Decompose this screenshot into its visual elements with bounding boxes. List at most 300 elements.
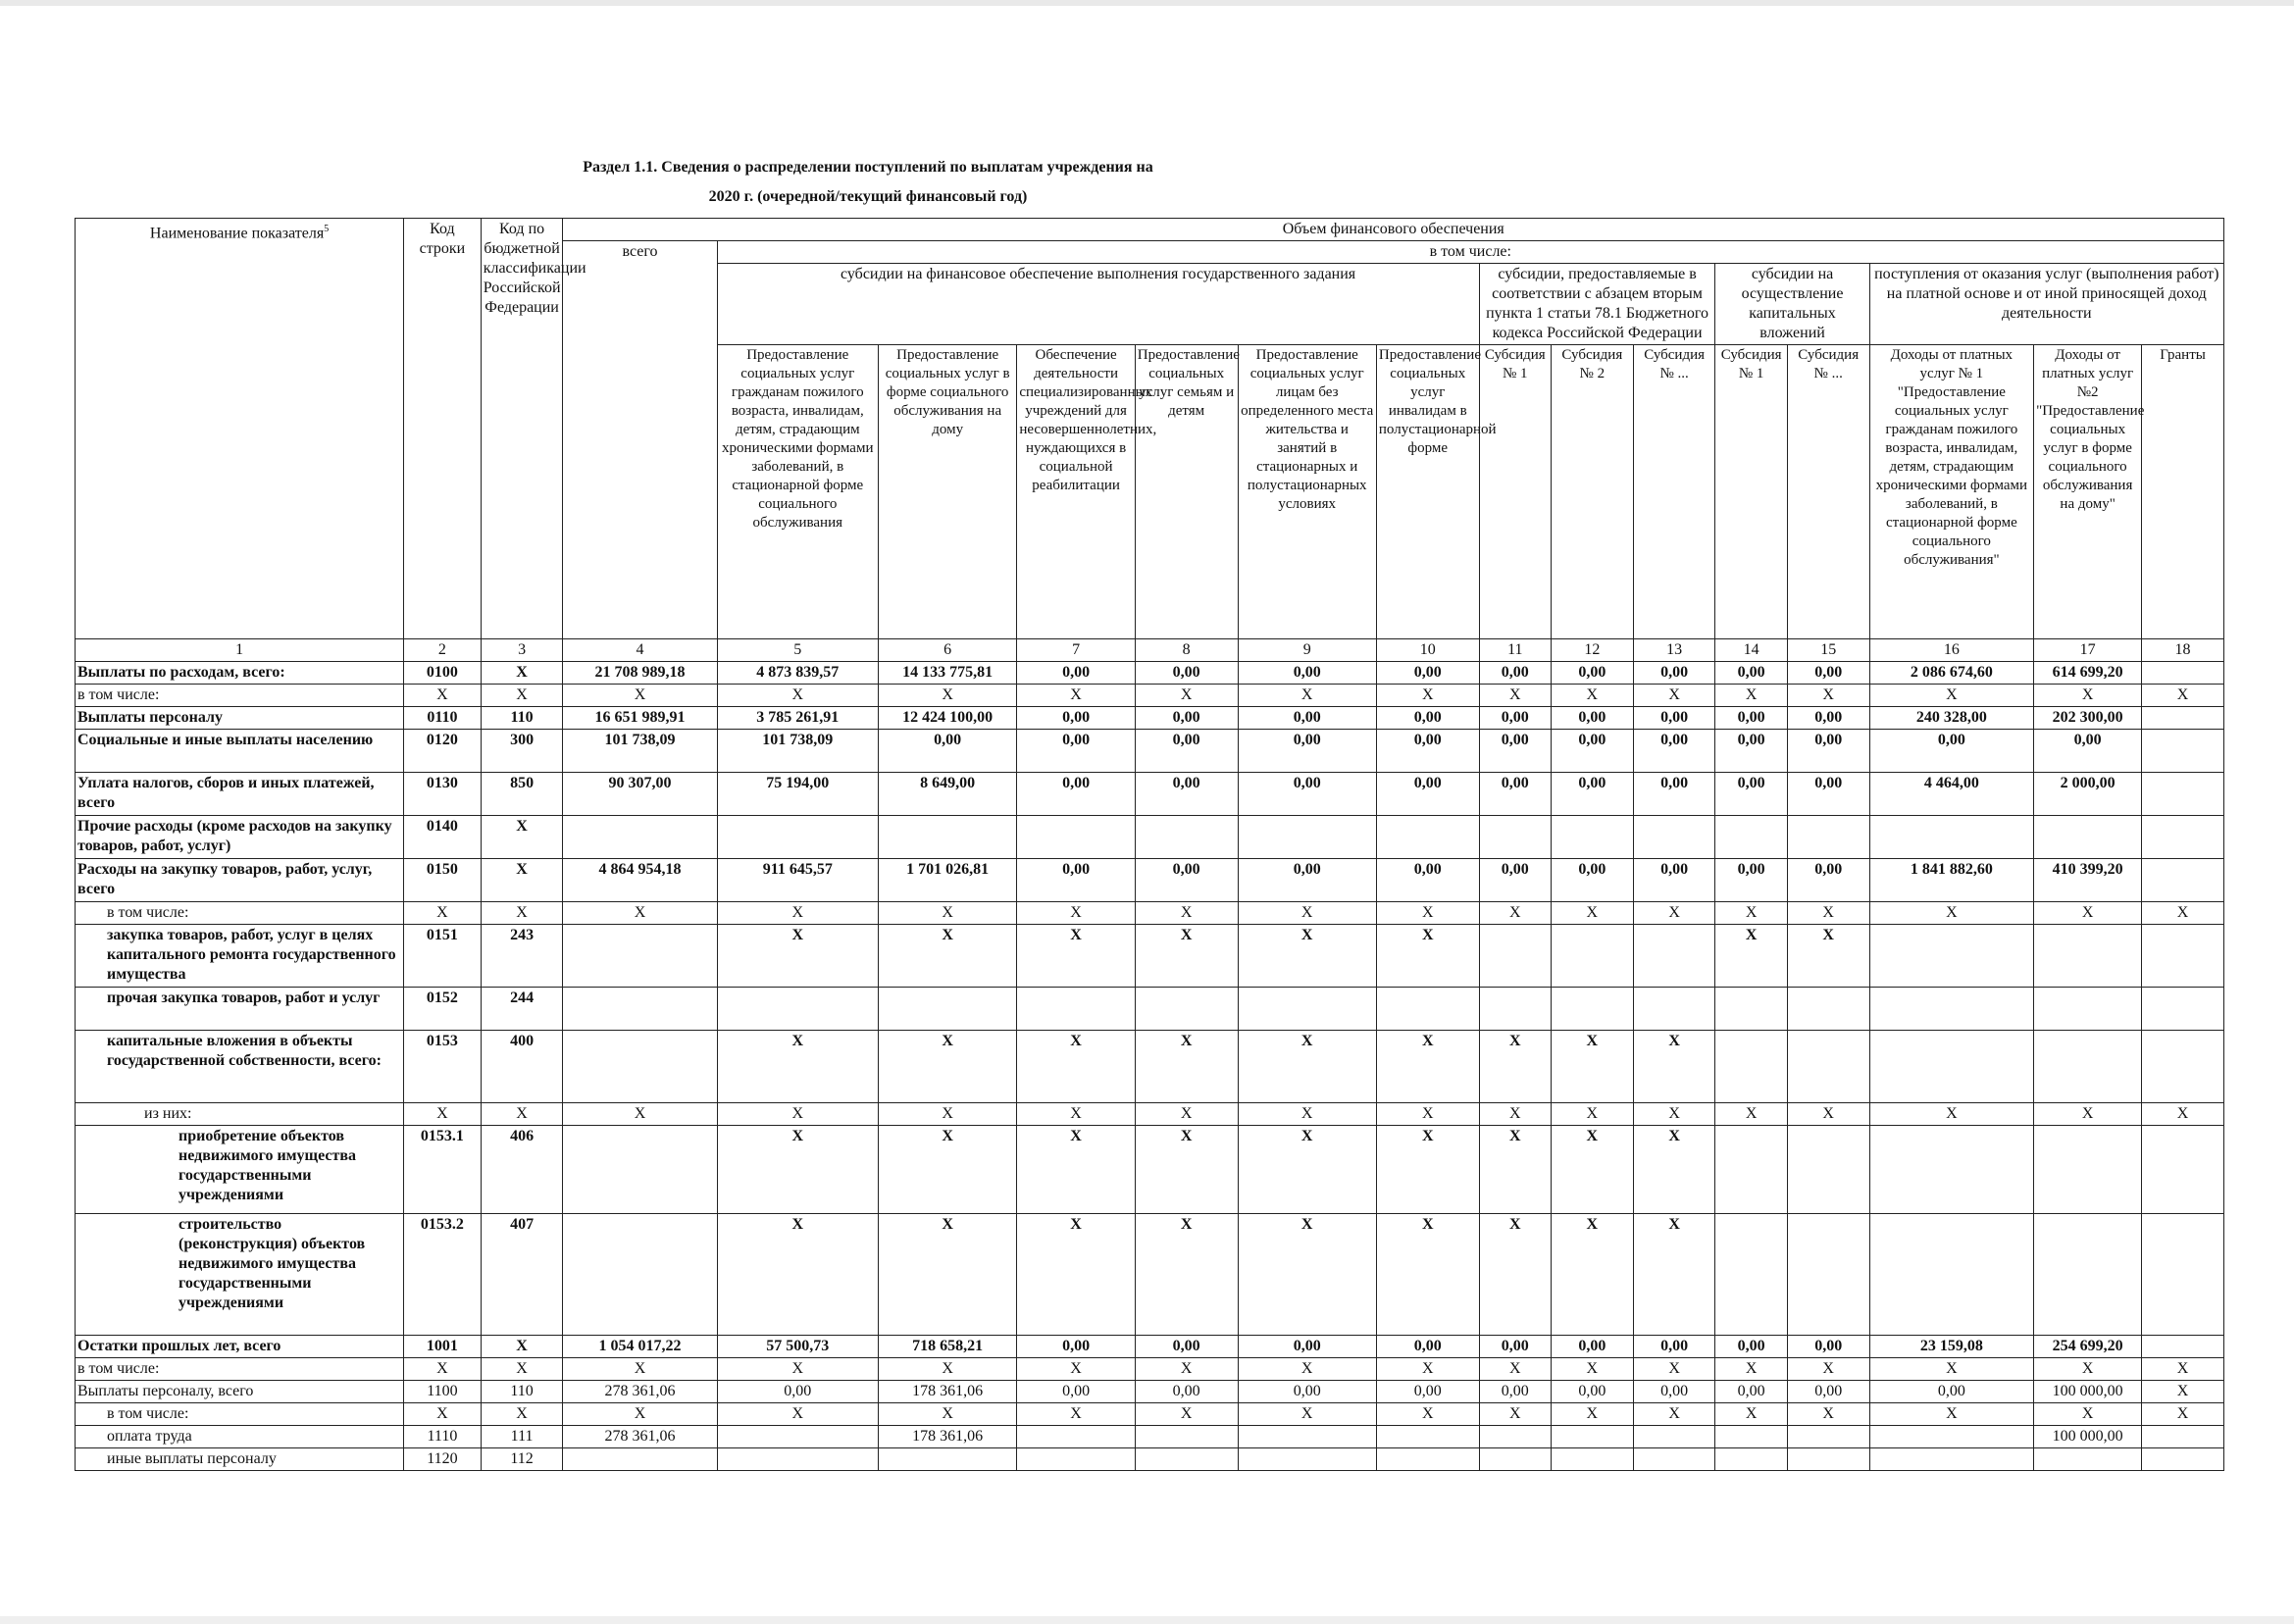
header-row-code: Код строки bbox=[404, 219, 482, 639]
value-cell: 100 000,00 bbox=[2034, 1426, 2142, 1448]
value-cell: 178 361,06 bbox=[878, 1426, 1016, 1448]
value-cell: X bbox=[1376, 1358, 1479, 1381]
row-label: прочая закупка товаров, работ и услуг bbox=[76, 988, 404, 1031]
value-cell bbox=[1479, 816, 1551, 859]
value-cell: 0,00 bbox=[1633, 773, 1715, 816]
value-cell: X bbox=[1238, 1031, 1376, 1103]
document-title bbox=[0, 153, 2294, 212]
value-cell: 57 500,73 bbox=[717, 1336, 878, 1358]
scan-edge-bottom bbox=[0, 1616, 2294, 1624]
value-cell: X bbox=[1551, 1214, 1633, 1336]
column-number: 11 bbox=[1479, 639, 1551, 662]
value-cell: 16 651 989,91 bbox=[563, 707, 717, 730]
value-cell: X bbox=[717, 1358, 878, 1381]
value-cell: 90 307,00 bbox=[563, 773, 717, 816]
value-cell: X bbox=[2034, 1103, 2142, 1126]
value-cell bbox=[1787, 1031, 1869, 1103]
value-cell: 0,00 bbox=[1551, 773, 1633, 816]
table-row bbox=[76, 730, 2224, 773]
value-cell: 100 000,00 bbox=[2034, 1381, 2142, 1403]
value-cell: X bbox=[1715, 1358, 1787, 1381]
row-code-cell: X bbox=[404, 902, 482, 925]
value-cell: 1 701 026,81 bbox=[878, 859, 1016, 902]
value-cell: 4 864 954,18 bbox=[563, 859, 717, 902]
value-cell bbox=[2034, 1214, 2142, 1336]
value-cell: X bbox=[878, 685, 1016, 707]
value-cell: X bbox=[1633, 1214, 1715, 1336]
value-cell: X bbox=[1715, 925, 1787, 988]
value-cell: 0,00 bbox=[1135, 730, 1238, 773]
value-cell bbox=[717, 1448, 878, 1471]
value-cell bbox=[1238, 1426, 1376, 1448]
value-cell: 0,00 bbox=[1017, 1381, 1135, 1403]
value-cell: X bbox=[1376, 1403, 1479, 1426]
table-row bbox=[76, 685, 2224, 707]
table-row bbox=[76, 1448, 2224, 1471]
value-cell: X bbox=[1017, 925, 1135, 988]
value-cell: X bbox=[2142, 1358, 2224, 1381]
budget-code-cell: 243 bbox=[481, 925, 563, 988]
title-line-1: Раздел 1.1. Сведения о распределении поступлений по выплатам учреждения на bbox=[583, 159, 1153, 176]
value-cell: X bbox=[1238, 1358, 1376, 1381]
value-cell bbox=[1633, 988, 1715, 1031]
value-cell: 0,00 bbox=[1376, 1381, 1479, 1403]
row-code-cell: 0152 bbox=[404, 988, 482, 1031]
budget-code-cell: X bbox=[481, 1403, 563, 1426]
value-cell: 410 399,20 bbox=[2034, 859, 2142, 902]
value-cell: X bbox=[1135, 1358, 1238, 1381]
value-cell: X bbox=[1376, 685, 1479, 707]
value-cell: 0,00 bbox=[1017, 773, 1135, 816]
header-group-capital: субсидии на осуществление капитальных вложений bbox=[1715, 264, 1869, 345]
value-cell: 4 873 839,57 bbox=[717, 662, 878, 685]
value-cell bbox=[2142, 1426, 2224, 1448]
value-cell bbox=[1551, 988, 1633, 1031]
value-cell: 12 424 100,00 bbox=[878, 707, 1016, 730]
value-cell: X bbox=[2142, 685, 2224, 707]
value-cell bbox=[2142, 816, 2224, 859]
value-cell bbox=[1135, 816, 1238, 859]
value-cell: 0,00 bbox=[1715, 859, 1787, 902]
value-cell: X bbox=[1376, 925, 1479, 988]
column-number: 7 bbox=[1017, 639, 1135, 662]
value-cell: 0,00 bbox=[1787, 1336, 1869, 1358]
value-cell: X bbox=[2142, 902, 2224, 925]
value-cell: 0,00 bbox=[1238, 1336, 1376, 1358]
value-cell bbox=[2142, 859, 2224, 902]
value-cell: X bbox=[1633, 1126, 1715, 1214]
column-number: 16 bbox=[1869, 639, 2034, 662]
value-cell: X bbox=[1017, 1103, 1135, 1126]
value-cell: 0,00 bbox=[1376, 773, 1479, 816]
column-number: 3 bbox=[481, 639, 563, 662]
header-total: всего bbox=[563, 241, 717, 639]
value-cell bbox=[1715, 1031, 1787, 1103]
value-cell bbox=[1787, 1126, 1869, 1214]
row-code-cell: 0120 bbox=[404, 730, 482, 773]
value-cell: 2 086 674,60 bbox=[1869, 662, 2034, 685]
value-cell: X bbox=[1135, 902, 1238, 925]
value-cell: 23 159,08 bbox=[1869, 1336, 2034, 1358]
value-cell bbox=[2142, 1336, 2224, 1358]
value-cell bbox=[2142, 1126, 2224, 1214]
value-cell: 0,00 bbox=[1633, 1336, 1715, 1358]
row-label: иные выплаты персоналу bbox=[76, 1448, 404, 1471]
table-row bbox=[76, 707, 2224, 730]
value-cell: X bbox=[1551, 1126, 1633, 1214]
value-cell bbox=[1135, 988, 1238, 1031]
value-cell bbox=[563, 1214, 717, 1336]
row-label: Расходы на закупку товаров, работ, услуг, всего bbox=[76, 859, 404, 902]
value-cell bbox=[1715, 1214, 1787, 1336]
value-cell: 202 300,00 bbox=[2034, 707, 2142, 730]
value-cell: 101 738,09 bbox=[717, 730, 878, 773]
value-cell: 2 000,00 bbox=[2034, 773, 2142, 816]
budget-code-cell: X bbox=[481, 902, 563, 925]
row-code-cell: 1120 bbox=[404, 1448, 482, 1471]
value-cell: X bbox=[1715, 1103, 1787, 1126]
value-cell: 0,00 bbox=[1135, 859, 1238, 902]
table-row bbox=[76, 662, 2224, 685]
header-group-paid: поступления от оказания услуг (выполнения работ) на платной основе и от иной приносящей доход деятельности bbox=[1869, 264, 2223, 345]
value-cell: 0,00 bbox=[1633, 662, 1715, 685]
value-cell: 21 708 989,18 bbox=[563, 662, 717, 685]
value-cell: X bbox=[1787, 925, 1869, 988]
value-cell: X bbox=[878, 1403, 1016, 1426]
value-cell: X bbox=[2034, 685, 2142, 707]
value-cell bbox=[563, 1448, 717, 1471]
value-cell: X bbox=[1551, 685, 1633, 707]
value-cell: 0,00 bbox=[1551, 1336, 1633, 1358]
value-cell: X bbox=[1017, 1126, 1135, 1214]
budget-code-cell: X bbox=[481, 1336, 563, 1358]
value-cell: X bbox=[1787, 1403, 1869, 1426]
value-cell: 614 699,20 bbox=[2034, 662, 2142, 685]
budget-code-cell: X bbox=[481, 1358, 563, 1381]
value-cell: X bbox=[1017, 1214, 1135, 1336]
value-cell: X bbox=[1376, 1031, 1479, 1103]
value-cell: X bbox=[1238, 902, 1376, 925]
value-cell bbox=[2142, 1031, 2224, 1103]
budget-code-cell: 850 bbox=[481, 773, 563, 816]
value-cell: 0,00 bbox=[1633, 730, 1715, 773]
budget-code-cell: 110 bbox=[481, 707, 563, 730]
value-cell: X bbox=[717, 925, 878, 988]
budget-code-cell: 400 bbox=[481, 1031, 563, 1103]
value-cell: 0,00 bbox=[1238, 773, 1376, 816]
value-cell: X bbox=[1869, 1358, 2034, 1381]
value-cell: 0,00 bbox=[1135, 662, 1238, 685]
value-cell: X bbox=[1787, 1103, 1869, 1126]
value-cell bbox=[1479, 925, 1551, 988]
value-cell bbox=[1238, 816, 1376, 859]
value-cell: X bbox=[1135, 1214, 1238, 1336]
row-label: в том числе: bbox=[76, 685, 404, 707]
value-cell bbox=[2034, 1126, 2142, 1214]
value-cell: X bbox=[1238, 1214, 1376, 1336]
value-cell bbox=[878, 816, 1016, 859]
value-cell: X bbox=[1633, 1403, 1715, 1426]
header-col11: Субсидия № 1 bbox=[1479, 345, 1551, 639]
value-cell: 0,00 bbox=[1017, 859, 1135, 902]
header-col9: Предоставление социальных услуг лицам без определенного места жительства и занятий в стационарных и полустационарных условиях bbox=[1238, 345, 1376, 639]
value-cell: X bbox=[1017, 902, 1135, 925]
value-cell bbox=[2034, 1031, 2142, 1103]
value-cell bbox=[2034, 988, 2142, 1031]
column-number: 1 bbox=[76, 639, 404, 662]
value-cell: 0,00 bbox=[1715, 662, 1787, 685]
value-cell bbox=[2142, 1448, 2224, 1471]
value-cell: X bbox=[1869, 1403, 2034, 1426]
table-row bbox=[76, 1214, 2224, 1336]
value-cell bbox=[717, 1426, 878, 1448]
value-cell: X bbox=[1017, 1403, 1135, 1426]
header-col6: Предоставление социальных услуг в форме социального обслуживания на дому bbox=[878, 345, 1016, 639]
value-cell: X bbox=[1551, 902, 1633, 925]
value-cell: X bbox=[1135, 925, 1238, 988]
row-label: Остатки прошлых лет, всего bbox=[76, 1336, 404, 1358]
value-cell bbox=[1479, 988, 1551, 1031]
header-col7: Обеспечение деятельности специализированных учреждений для несовершеннолетних, нуждающихся в социальной реабилитации bbox=[1017, 345, 1135, 639]
value-cell: X bbox=[1238, 1126, 1376, 1214]
column-number: 17 bbox=[2034, 639, 2142, 662]
value-cell: X bbox=[1787, 685, 1869, 707]
value-cell: X bbox=[878, 1126, 1016, 1214]
value-cell bbox=[563, 988, 717, 1031]
row-label: из них: bbox=[76, 1103, 404, 1126]
value-cell: X bbox=[563, 1358, 717, 1381]
value-cell bbox=[1787, 1448, 1869, 1471]
value-cell bbox=[563, 816, 717, 859]
table-row bbox=[76, 1358, 2224, 1381]
column-number: 18 bbox=[2142, 639, 2224, 662]
value-cell bbox=[1715, 988, 1787, 1031]
row-label: в том числе: bbox=[76, 1358, 404, 1381]
value-cell bbox=[1633, 1448, 1715, 1471]
value-cell: 0,00 bbox=[1869, 1381, 2034, 1403]
row-code-cell: 0100 bbox=[404, 662, 482, 685]
value-cell: 1 054 017,22 bbox=[563, 1336, 717, 1358]
value-cell: X bbox=[1135, 1031, 1238, 1103]
value-cell bbox=[1715, 1126, 1787, 1214]
value-cell: 0,00 bbox=[2034, 730, 2142, 773]
row-label: в том числе: bbox=[76, 902, 404, 925]
value-cell bbox=[1551, 925, 1633, 988]
value-cell: X bbox=[1135, 1403, 1238, 1426]
table-row bbox=[76, 816, 2224, 859]
value-cell: 0,00 bbox=[1238, 859, 1376, 902]
header-col10: Предоставление социальных услуг инвалидам в полустационарной форме bbox=[1376, 345, 1479, 639]
header-indicator-name: Наименование показателя$^5$ bbox=[76, 219, 404, 639]
header-group-781: субсидии, предоставляемые в соответствии с абзацем вторым пункта 1 статьи 78.1 Бюджетного кодекса Российской Федерации bbox=[1479, 264, 1715, 345]
table-row bbox=[76, 1126, 2224, 1214]
row-label: Выплаты по расходам, всего: bbox=[76, 662, 404, 685]
value-cell bbox=[1479, 1448, 1551, 1471]
value-cell: X bbox=[1017, 685, 1135, 707]
value-cell: 0,00 bbox=[1479, 730, 1551, 773]
value-cell: 0,00 bbox=[1787, 730, 1869, 773]
value-cell bbox=[1787, 816, 1869, 859]
row-code-cell: 1100 bbox=[404, 1381, 482, 1403]
value-cell: X bbox=[1869, 685, 2034, 707]
value-cell bbox=[563, 1031, 717, 1103]
value-cell: 278 361,06 bbox=[563, 1426, 717, 1448]
value-cell: 0,00 bbox=[1787, 707, 1869, 730]
value-cell bbox=[2034, 1448, 2142, 1471]
row-label: в том числе: bbox=[76, 1403, 404, 1426]
row-label: Уплата налогов, сборов и иных платежей, всего bbox=[76, 773, 404, 816]
value-cell: X bbox=[1238, 1403, 1376, 1426]
value-cell: X bbox=[1135, 685, 1238, 707]
value-cell: 0,00 bbox=[1376, 662, 1479, 685]
value-cell: X bbox=[2142, 1403, 2224, 1426]
value-cell: 4 464,00 bbox=[1869, 773, 2034, 816]
budget-code-cell: X bbox=[481, 859, 563, 902]
value-cell bbox=[1376, 816, 1479, 859]
value-cell bbox=[2142, 988, 2224, 1031]
row-code-cell: X bbox=[404, 1103, 482, 1126]
value-cell: X bbox=[1238, 925, 1376, 988]
value-cell bbox=[1869, 988, 2034, 1031]
value-cell: 0,00 bbox=[1238, 707, 1376, 730]
value-cell: 75 194,00 bbox=[717, 773, 878, 816]
column-number: 14 bbox=[1715, 639, 1787, 662]
value-cell: X bbox=[1633, 1103, 1715, 1126]
value-cell bbox=[1869, 1031, 2034, 1103]
column-number: 15 bbox=[1787, 639, 1869, 662]
row-code-cell: 0153.1 bbox=[404, 1126, 482, 1214]
title-line-2: 2020 г. (очередной/текущий финансовый год) bbox=[708, 188, 1028, 205]
value-cell: X bbox=[1551, 1103, 1633, 1126]
value-cell bbox=[2142, 730, 2224, 773]
value-cell: 0,00 bbox=[1479, 662, 1551, 685]
table-row bbox=[76, 925, 2224, 988]
value-cell: X bbox=[1376, 902, 1479, 925]
value-cell: X bbox=[717, 1031, 878, 1103]
value-cell: 0,00 bbox=[878, 730, 1016, 773]
value-cell: 0,00 bbox=[1479, 1336, 1551, 1358]
value-cell: 0,00 bbox=[1715, 1381, 1787, 1403]
row-code-cell: 0150 bbox=[404, 859, 482, 902]
value-cell: X bbox=[717, 1103, 878, 1126]
value-cell bbox=[1869, 925, 2034, 988]
value-cell: 718 658,21 bbox=[878, 1336, 1016, 1358]
value-cell: X bbox=[1551, 1403, 1633, 1426]
column-number: 13 bbox=[1633, 639, 1715, 662]
budget-code-cell: X bbox=[481, 685, 563, 707]
value-cell: 0,00 bbox=[1787, 662, 1869, 685]
value-cell: 0,00 bbox=[1135, 1381, 1238, 1403]
value-cell: 0,00 bbox=[717, 1381, 878, 1403]
value-cell: X bbox=[1479, 1403, 1551, 1426]
value-cell: 0,00 bbox=[1787, 773, 1869, 816]
value-cell: 0,00 bbox=[1135, 773, 1238, 816]
value-cell: X bbox=[2034, 1358, 2142, 1381]
value-cell: 0,00 bbox=[1869, 730, 2034, 773]
value-cell: 101 738,09 bbox=[563, 730, 717, 773]
value-cell: 0,00 bbox=[1135, 1336, 1238, 1358]
table-row bbox=[76, 988, 2224, 1031]
value-cell: X bbox=[1479, 685, 1551, 707]
value-cell bbox=[1551, 1448, 1633, 1471]
value-cell: X bbox=[1715, 1403, 1787, 1426]
value-cell: X bbox=[2142, 1381, 2224, 1403]
value-cell: X bbox=[717, 1126, 878, 1214]
value-cell: X bbox=[1479, 902, 1551, 925]
value-cell: X bbox=[1017, 1358, 1135, 1381]
value-cell: 0,00 bbox=[1551, 707, 1633, 730]
value-cell bbox=[878, 1448, 1016, 1471]
header-volume: Объем финансового обеспечения bbox=[563, 219, 2224, 241]
value-cell: X bbox=[1135, 1126, 1238, 1214]
header-group-subsidies: субсидии на финансовое обеспечение выполнения государственного задания bbox=[717, 264, 1479, 345]
value-cell: 278 361,06 bbox=[563, 1381, 717, 1403]
column-number: 12 bbox=[1551, 639, 1633, 662]
column-number: 4 bbox=[563, 639, 717, 662]
row-code-cell: 0153 bbox=[404, 1031, 482, 1103]
column-numbers-row bbox=[76, 639, 2224, 662]
header-including: в том числе: bbox=[717, 241, 2223, 264]
value-cell bbox=[1017, 988, 1135, 1031]
value-cell: 178 361,06 bbox=[878, 1381, 1016, 1403]
value-cell: 0,00 bbox=[1017, 707, 1135, 730]
value-cell: X bbox=[1715, 685, 1787, 707]
value-cell: 0,00 bbox=[1017, 1336, 1135, 1358]
value-cell: 0,00 bbox=[1479, 1381, 1551, 1403]
value-cell bbox=[1135, 1448, 1238, 1471]
value-cell bbox=[1869, 1126, 2034, 1214]
header-col12: Субсидия № 2 bbox=[1551, 345, 1633, 639]
value-cell: X bbox=[878, 1031, 1016, 1103]
header-col5: Предоставление социальных услуг гражданам пожилого возраста, инвалидам, детям, страдающим хроническими формами заболеваний, в стационарной форме социального обслуживания bbox=[717, 345, 878, 639]
value-cell: X bbox=[2142, 1103, 2224, 1126]
table-row bbox=[76, 1403, 2224, 1426]
value-cell: X bbox=[563, 1403, 717, 1426]
value-cell bbox=[2142, 707, 2224, 730]
value-cell: X bbox=[878, 1103, 1016, 1126]
value-cell bbox=[1376, 988, 1479, 1031]
value-cell: 0,00 bbox=[1376, 859, 1479, 902]
value-cell: X bbox=[1479, 1103, 1551, 1126]
table-row bbox=[76, 1031, 2224, 1103]
value-cell: 0,00 bbox=[1017, 662, 1135, 685]
value-cell: 0,00 bbox=[1715, 773, 1787, 816]
value-cell bbox=[563, 925, 717, 988]
value-cell: 3 785 261,91 bbox=[717, 707, 878, 730]
value-cell: 0,00 bbox=[1633, 707, 1715, 730]
value-cell bbox=[717, 988, 878, 1031]
value-cell bbox=[1715, 1448, 1787, 1471]
row-code-cell: 0151 bbox=[404, 925, 482, 988]
value-cell: 0,00 bbox=[1376, 707, 1479, 730]
row-label: Выплаты персоналу bbox=[76, 707, 404, 730]
value-cell bbox=[717, 816, 878, 859]
value-cell bbox=[1869, 1426, 2034, 1448]
row-label: капитальные вложения в объекты государственной собственности, всего: bbox=[76, 1031, 404, 1103]
value-cell: 0,00 bbox=[1551, 730, 1633, 773]
value-cell: X bbox=[1376, 1103, 1479, 1126]
value-cell bbox=[1479, 1426, 1551, 1448]
budget-code-cell: 110 bbox=[481, 1381, 563, 1403]
value-cell bbox=[1551, 1426, 1633, 1448]
table-row bbox=[76, 1336, 2224, 1358]
table-row bbox=[76, 859, 2224, 902]
budget-code-cell: 300 bbox=[481, 730, 563, 773]
row-code-cell: X bbox=[404, 685, 482, 707]
value-cell bbox=[1238, 1448, 1376, 1471]
header-col13: Субсидия № ... bbox=[1633, 345, 1715, 639]
value-cell: X bbox=[717, 685, 878, 707]
